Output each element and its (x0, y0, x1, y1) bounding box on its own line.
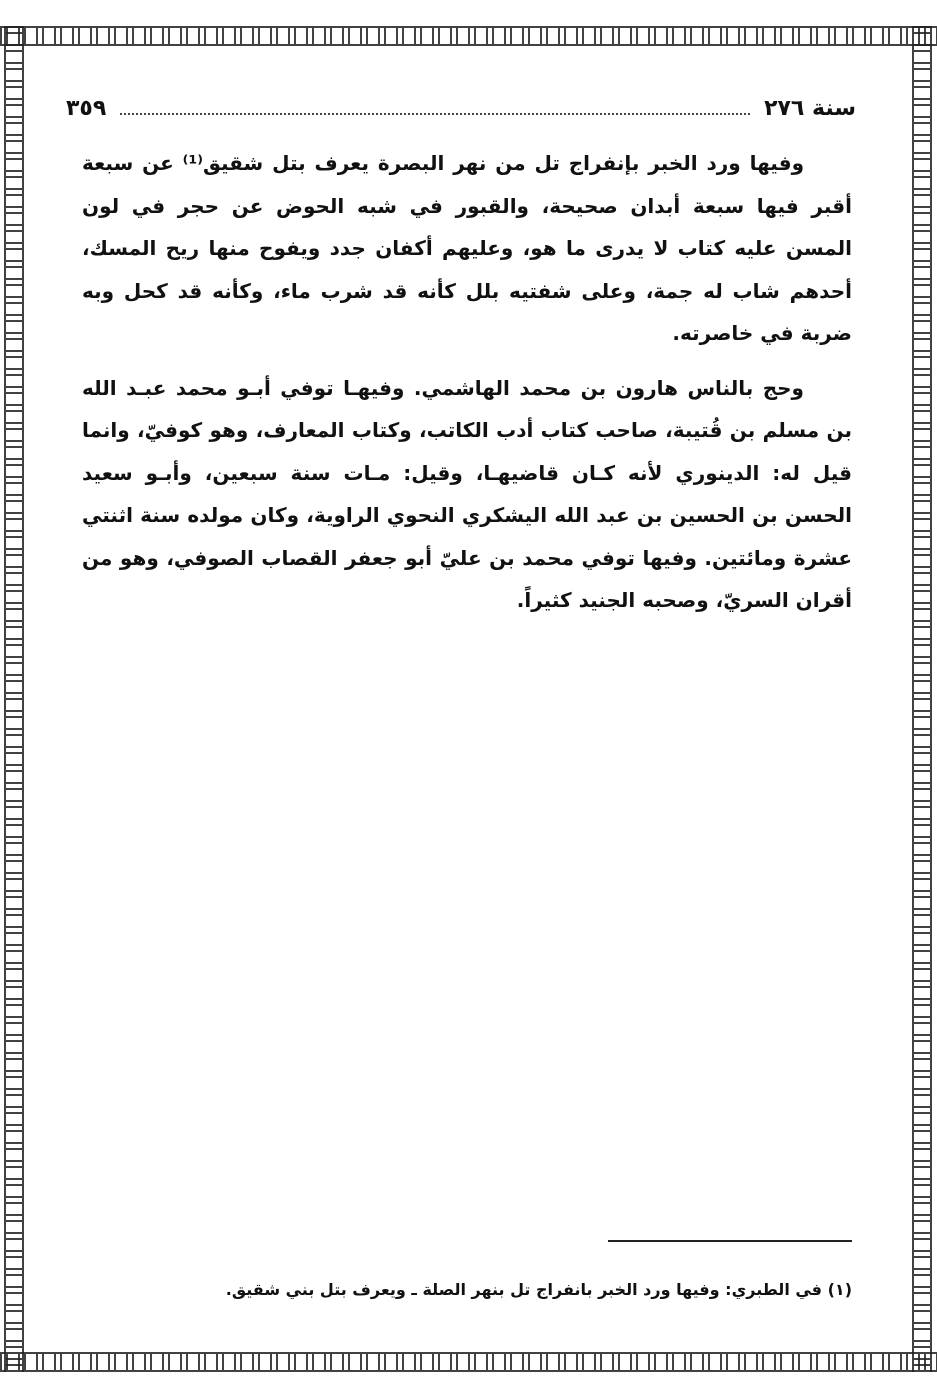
page-border-left (4, 26, 24, 1372)
page-border-right (912, 26, 932, 1372)
page-border-top (0, 26, 937, 46)
header-dotted-leader (120, 113, 750, 115)
running-header (66, 88, 856, 128)
main-text (82, 142, 852, 622)
paragraph: وحج بالناس هارون بن محمد الهاشمي. وفيهـا توفي أبـو محمد عبـد الله بن مسلم بن قُتيبة، صاحب كتاب أدب الكاتب، وكتاب المعارف، وهو كوفيّ، وانما قيل له: الدينوري لأنه كـان قاضيهـا، وقيل: مـات سنة سبعين، وأبـو سعيد الحسن بن الحسين بن عبد الله اليشكري النحوي الراوية، وكان مولده سنة اثنتي عشرة ومائتين. وفيها توفي محمد بن عليّ أبو جعفر القصاب الصوفي، وهو من أقران السريّ، وصحبه الجنيد كثيراً. (82, 375, 852, 612)
paragraph: وفيها ورد الخبر بإنفراج تل من نهر البصرة يعرف بتل شقيق⁽¹⁾ عن سبعة أقبر فيها سبعة أبدان صحيحة، والقبور في شبه الحوض عن حجر في لون المسن عليه كتاب لا يدرى ما هو، وعليهم أكفان جدد ويفوح منها ريح المسك، أحدهم شاب له جمة، وعلى شفتيه بلل كأنه قد شرب ماء، وكأنه قد كحل وبه ضربة في خاصرته. (82, 151, 852, 345)
page-border-bottom (0, 1352, 937, 1372)
footnote: (١) في الطبري: وفيها ورد الخبر بانفراج تل بنهر الصلة ـ ويعرف بتل بني شقيق. (225, 1280, 852, 1299)
footnote-separator (608, 1240, 852, 1242)
header-year: سنة ٢٧٦ (764, 95, 856, 121)
page-number: ٣٥٩ (66, 95, 107, 121)
